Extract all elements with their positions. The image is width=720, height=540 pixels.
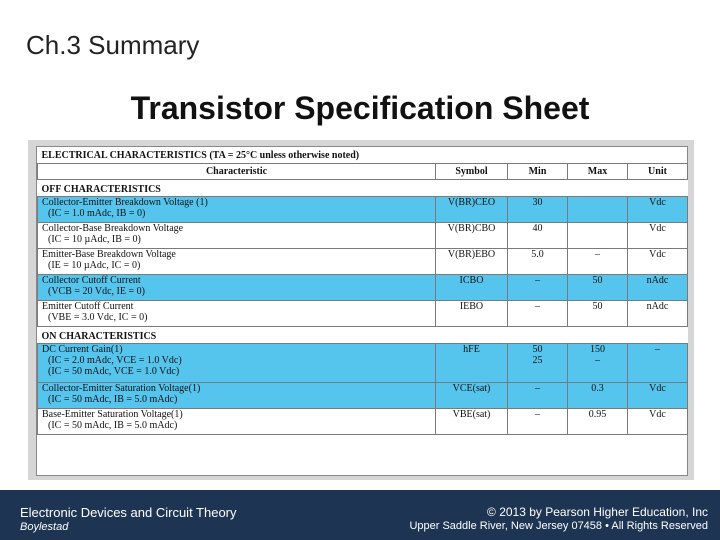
min-cell (508, 383, 568, 409)
max-cell (568, 344, 628, 383)
spec-table (37, 147, 688, 435)
column-header-row (38, 164, 688, 180)
table-row (38, 275, 688, 301)
symbol-cell (436, 344, 508, 383)
test-condition: (IE = 10 µAdc, IC = 0) (48, 260, 141, 271)
spec-body (38, 180, 688, 435)
symbol-value: IEBO (459, 301, 484, 312)
col-unit: Unit (628, 164, 688, 180)
unit-value: Vdc (649, 409, 666, 420)
unit-value: nAdc (646, 275, 669, 286)
characteristic-cell (38, 197, 436, 223)
min-cell (508, 409, 568, 435)
min-cell (508, 197, 568, 223)
unit-value: nAdc (646, 301, 669, 312)
min-cell (508, 223, 568, 249)
characteristic-cell (38, 409, 436, 435)
test-condition: (IC = 50 mAdc, IB = 5.0 mAdc) (48, 394, 178, 405)
slide-title: Transistor Specification Sheet (130, 90, 590, 126)
table-row (38, 409, 688, 435)
symbol-value: VBE(sat) (452, 409, 491, 420)
col-symbol: Symbol (436, 164, 508, 180)
symbol-value: VCE(sat) (452, 383, 491, 394)
col-min: Min (508, 164, 568, 180)
min-value: – (535, 275, 540, 286)
test-condition: (IC = 2.0 mAdc, VCE = 1.0 Vdc) (48, 355, 182, 366)
unit-cell (628, 275, 688, 301)
unit-cell (628, 344, 688, 383)
test-condition: (IC = 50 mAdc, IB = 5.0 mAdc) (48, 420, 178, 431)
symbol-value: hFE (463, 344, 480, 355)
unit-value: – (655, 344, 660, 355)
footer-address: Upper Saddle River, New Jersey 07458 • All Rights Reserved (409, 520, 708, 532)
footer-copyright: © 2013 by Pearson Higher Education, Inc (487, 505, 708, 519)
characteristic-cell (38, 223, 436, 249)
symbol-cell (436, 301, 508, 327)
characteristic-name: Collector-Base Breakdown Voltage (42, 223, 184, 234)
max-value: – (595, 355, 600, 366)
section-title: ON CHARACTERISTICS (38, 327, 688, 344)
max-cell (568, 383, 628, 409)
table-row (38, 301, 688, 327)
symbol-cell (436, 383, 508, 409)
test-condition: (VBE = 3.0 Vdc, IC = 0) (48, 312, 148, 323)
max-value: – (595, 249, 600, 260)
max-cell (568, 275, 628, 301)
max-cell (568, 409, 628, 435)
spec-heading: ELECTRICAL CHARACTERISTICS (TA = 25°C unless otherwise noted) (41, 150, 360, 161)
max-cell (568, 223, 628, 249)
symbol-cell (436, 275, 508, 301)
unit-cell (628, 249, 688, 275)
max-value: 50 (592, 275, 603, 286)
footer-book-title: Electronic Devices and Circuit Theory (20, 505, 237, 520)
characteristic-cell (38, 301, 436, 327)
characteristic-name: Emitter-Base Breakdown Voltage (42, 249, 176, 260)
unit-value: Vdc (649, 249, 666, 260)
unit-cell (628, 301, 688, 327)
min-value: – (535, 383, 540, 394)
footer-bar (0, 490, 720, 540)
characteristic-cell (38, 383, 436, 409)
characteristic-name: Emitter Cutoff Current (42, 301, 134, 312)
max-value: 0.3 (591, 383, 604, 394)
characteristic-name: Collector Cutoff Current (42, 275, 141, 286)
spec-sheet-frame (28, 140, 694, 480)
chapter-label: Ch.3 Summary (26, 30, 200, 60)
test-condition: (IC = 1.0 mAdc, IB = 0) (48, 208, 146, 219)
characteristic-name: Base-Emitter Saturation Voltage(1) (42, 409, 183, 420)
col-max: Max (568, 164, 628, 180)
symbol-value: V(BR)CBO (447, 223, 496, 234)
min-cell (508, 249, 568, 275)
unit-cell (628, 383, 688, 409)
unit-value: Vdc (649, 197, 666, 208)
table-row (38, 223, 688, 249)
symbol-cell (436, 223, 508, 249)
max-value: 50 (592, 301, 603, 312)
unit-cell (628, 197, 688, 223)
characteristic-name: DC Current Gain(1) (42, 344, 123, 355)
min-value: – (535, 409, 540, 420)
characteristic-cell (38, 249, 436, 275)
table-row (38, 249, 688, 275)
test-condition: (IC = 50 mAdc, VCE = 1.0 Vdc) (48, 366, 180, 377)
min-value: 30 (532, 197, 543, 208)
spec-sheet (36, 146, 688, 476)
unit-cell (628, 223, 688, 249)
min-cell (508, 301, 568, 327)
min-value: 50 (532, 344, 543, 355)
section-title: OFF CHARACTERISTICS (38, 180, 688, 197)
footer-author: Boylestad (20, 521, 69, 533)
max-cell (568, 197, 628, 223)
symbol-cell (436, 197, 508, 223)
characteristic-cell (38, 344, 436, 383)
unit-value: Vdc (649, 383, 666, 394)
characteristic-name: Collector-Emitter Breakdown Voltage (1) (42, 197, 208, 208)
max-cell (568, 249, 628, 275)
min-cell (508, 344, 568, 383)
table-row (38, 197, 688, 223)
table-row (38, 383, 688, 409)
min-value: 40 (532, 223, 543, 234)
max-cell (568, 301, 628, 327)
unit-value: Vdc (649, 223, 666, 234)
min-value: – (535, 301, 540, 312)
table-row (38, 344, 688, 383)
symbol-cell (436, 409, 508, 435)
section-header (38, 180, 688, 197)
test-condition: (VCB = 20 Vdc, IE = 0) (48, 286, 145, 297)
symbol-cell (436, 249, 508, 275)
max-value: 0.95 (588, 409, 607, 420)
unit-cell (628, 409, 688, 435)
max-value: 150 (590, 344, 605, 355)
symbol-value: V(BR)CEO (447, 197, 496, 208)
characteristic-name: Collector-Emitter Saturation Voltage(1) (42, 383, 201, 394)
col-characteristic: Characteristic (38, 164, 436, 180)
test-condition: (IC = 10 µAdc, IB = 0) (48, 234, 141, 245)
min-cell (508, 275, 568, 301)
section-header (38, 327, 688, 344)
min-value: 5.0 (531, 249, 544, 260)
symbol-value: ICBO (459, 275, 484, 286)
symbol-value: V(BR)EBO (447, 249, 496, 260)
min-value: 25 (532, 355, 543, 366)
characteristic-cell (38, 275, 436, 301)
